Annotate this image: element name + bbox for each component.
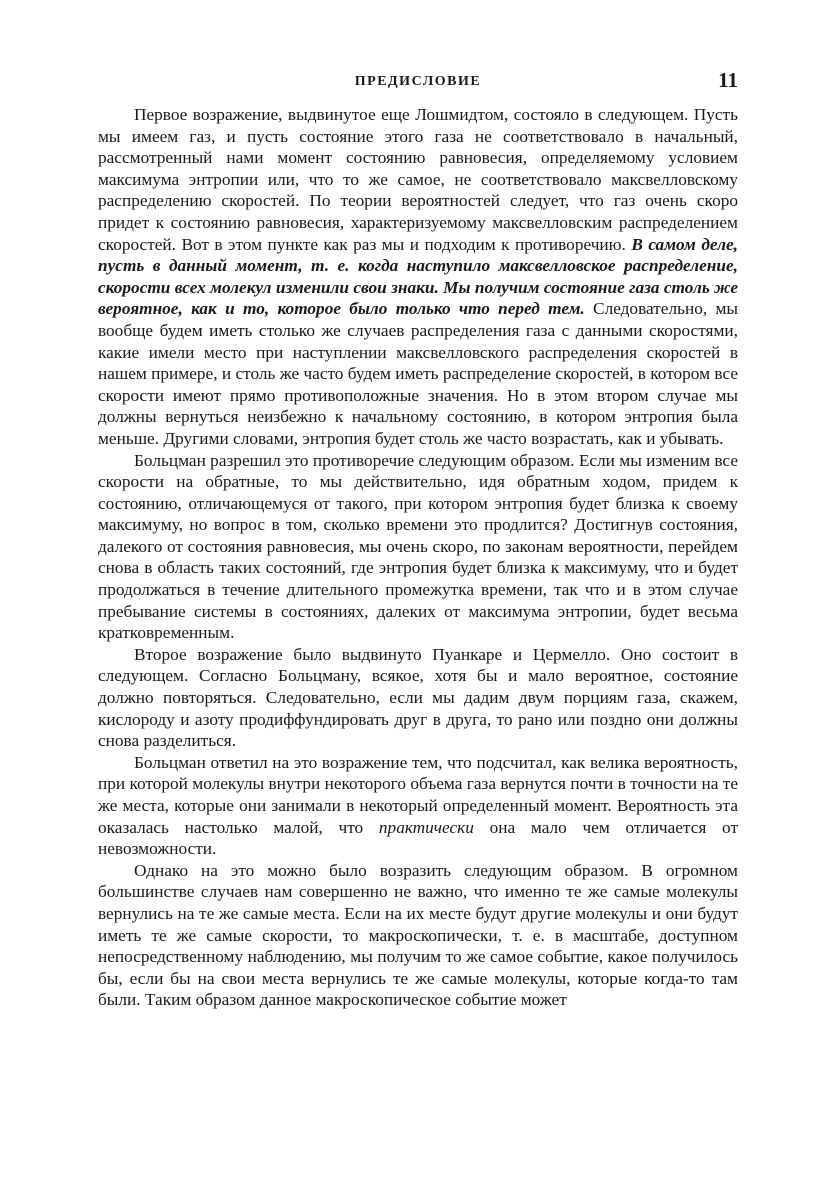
- paragraph-2: Больцман разрешил это противоречие следующим образом. Если мы изменим все скорости на обратные, то мы действительно, идя обратным ходом, придем к состоянию, отличающемуся от такого, при котором энтропия будет близка к своему максимуму, но вопрос в том, сколько времени это продлится? Достигнув состояния, далекого от состояния равновесия, мы очень скоро, по законам вероятности, перейдем снова в область таких состояний, где энтропия будет близка к максимуму, что и будет продолжаться в течение длительного промежутка времени, так что и в этом случае пребывание системы в состояниях, далеких от максимума энтропии, будет весьма кратковременным.: [98, 450, 738, 643]
- paragraph-5: Однако на это можно было возразить следующим образом. В огромном большинстве случаев нам совершенно не важно, что именно те же самые молекулы вернулись на те же самые места. Если на их месте будут другие молекулы и они будут иметь те же самые скорости, то макроскопически, т. е. в масштабе, доступном непосредственному наблюдению, мы получим то же самое событие, какое получилось бы, если бы на свои места вернулись те же самые молекулы, которые когда-то там были. Таким образом данное макроскопическое событие может: [98, 860, 738, 1010]
- body-text: [98, 104, 738, 1011]
- running-header: [98, 66, 738, 98]
- paragraph-4-text-start: Больцман ответил на это возражение тем, что подсчитал, как велика вероятность, при которой молекулы внутри некоторого объема газа вернутся почти в точности на те же места, которые они занимали в некоторый определенный момент. Вероятность эта оказалась настолько малой, что: [98, 752, 738, 837]
- paragraph-1-text-end: Следовательно, мы вообще будем иметь столько же случаев распределения газа с данными скоростями, какие имели место при наступлении максвелловского распределения скоростей в нашем примере, и столь же часто будем иметь распределение скоростей, в котором все скорости имеют прямо противоположные значения. Но в этом втором случае мы должны вернуться неизбежно к начальному состоянию, в котором энтропия была меньше. Другими словами, энтропия будет столь же часто возрастать, как и убывать.: [98, 299, 738, 448]
- paragraph-3: Второе возражение было выдвинуто Пуанкаре и Цермелло. Оно состоит в следующем. Согласно Больцману, всякое, хотя бы и мало вероятное, состояние должно повторяться. Следовательно, если мы дадим двум порциям газа, скажем, кислороду и азоту продиффундировать друг в друга, то рано или поздно они должны снова разделиться.: [98, 644, 738, 751]
- page-number: 11: [718, 68, 738, 92]
- book-page: [98, 66, 738, 1011]
- paragraph-4: [98, 752, 738, 860]
- paragraph-1-text-start: Первое возражение, выдвинутое еще Лошмидтом, состояло в следующем. Пусть мы имеем газ, и пусть состояние этого газа не соответствовало в начальный, рассмотренный нами момент состоянию равновесия, определяемому условием максимума энтропии или, что то же самое, не соответствовало максвелловскому распределению скоростей. По теории вероятностей следует, что газ очень скоро придет к состоянию равновесия, характеризуемому максвелловским распределением скоростей. Вот в этом пункте как раз мы и подходим к противоречию.: [98, 105, 738, 254]
- running-title: ПРЕДИСЛОВИЕ: [354, 74, 482, 89]
- paragraph-1-emphasis: В самом деле, пусть в данный момент, т. е. когда наступило максвелловское распределение, скорости всех молекул изменили свои знаки. Мы получим состояние газа столь же вероятное, как и то, которое было только что перед тем.: [98, 234, 738, 319]
- paragraph-4-text-end: она мало чем отличается от невозможности.: [98, 817, 738, 859]
- paragraph-1: [98, 104, 738, 450]
- paragraph-4-emphasis: практически: [378, 817, 474, 837]
